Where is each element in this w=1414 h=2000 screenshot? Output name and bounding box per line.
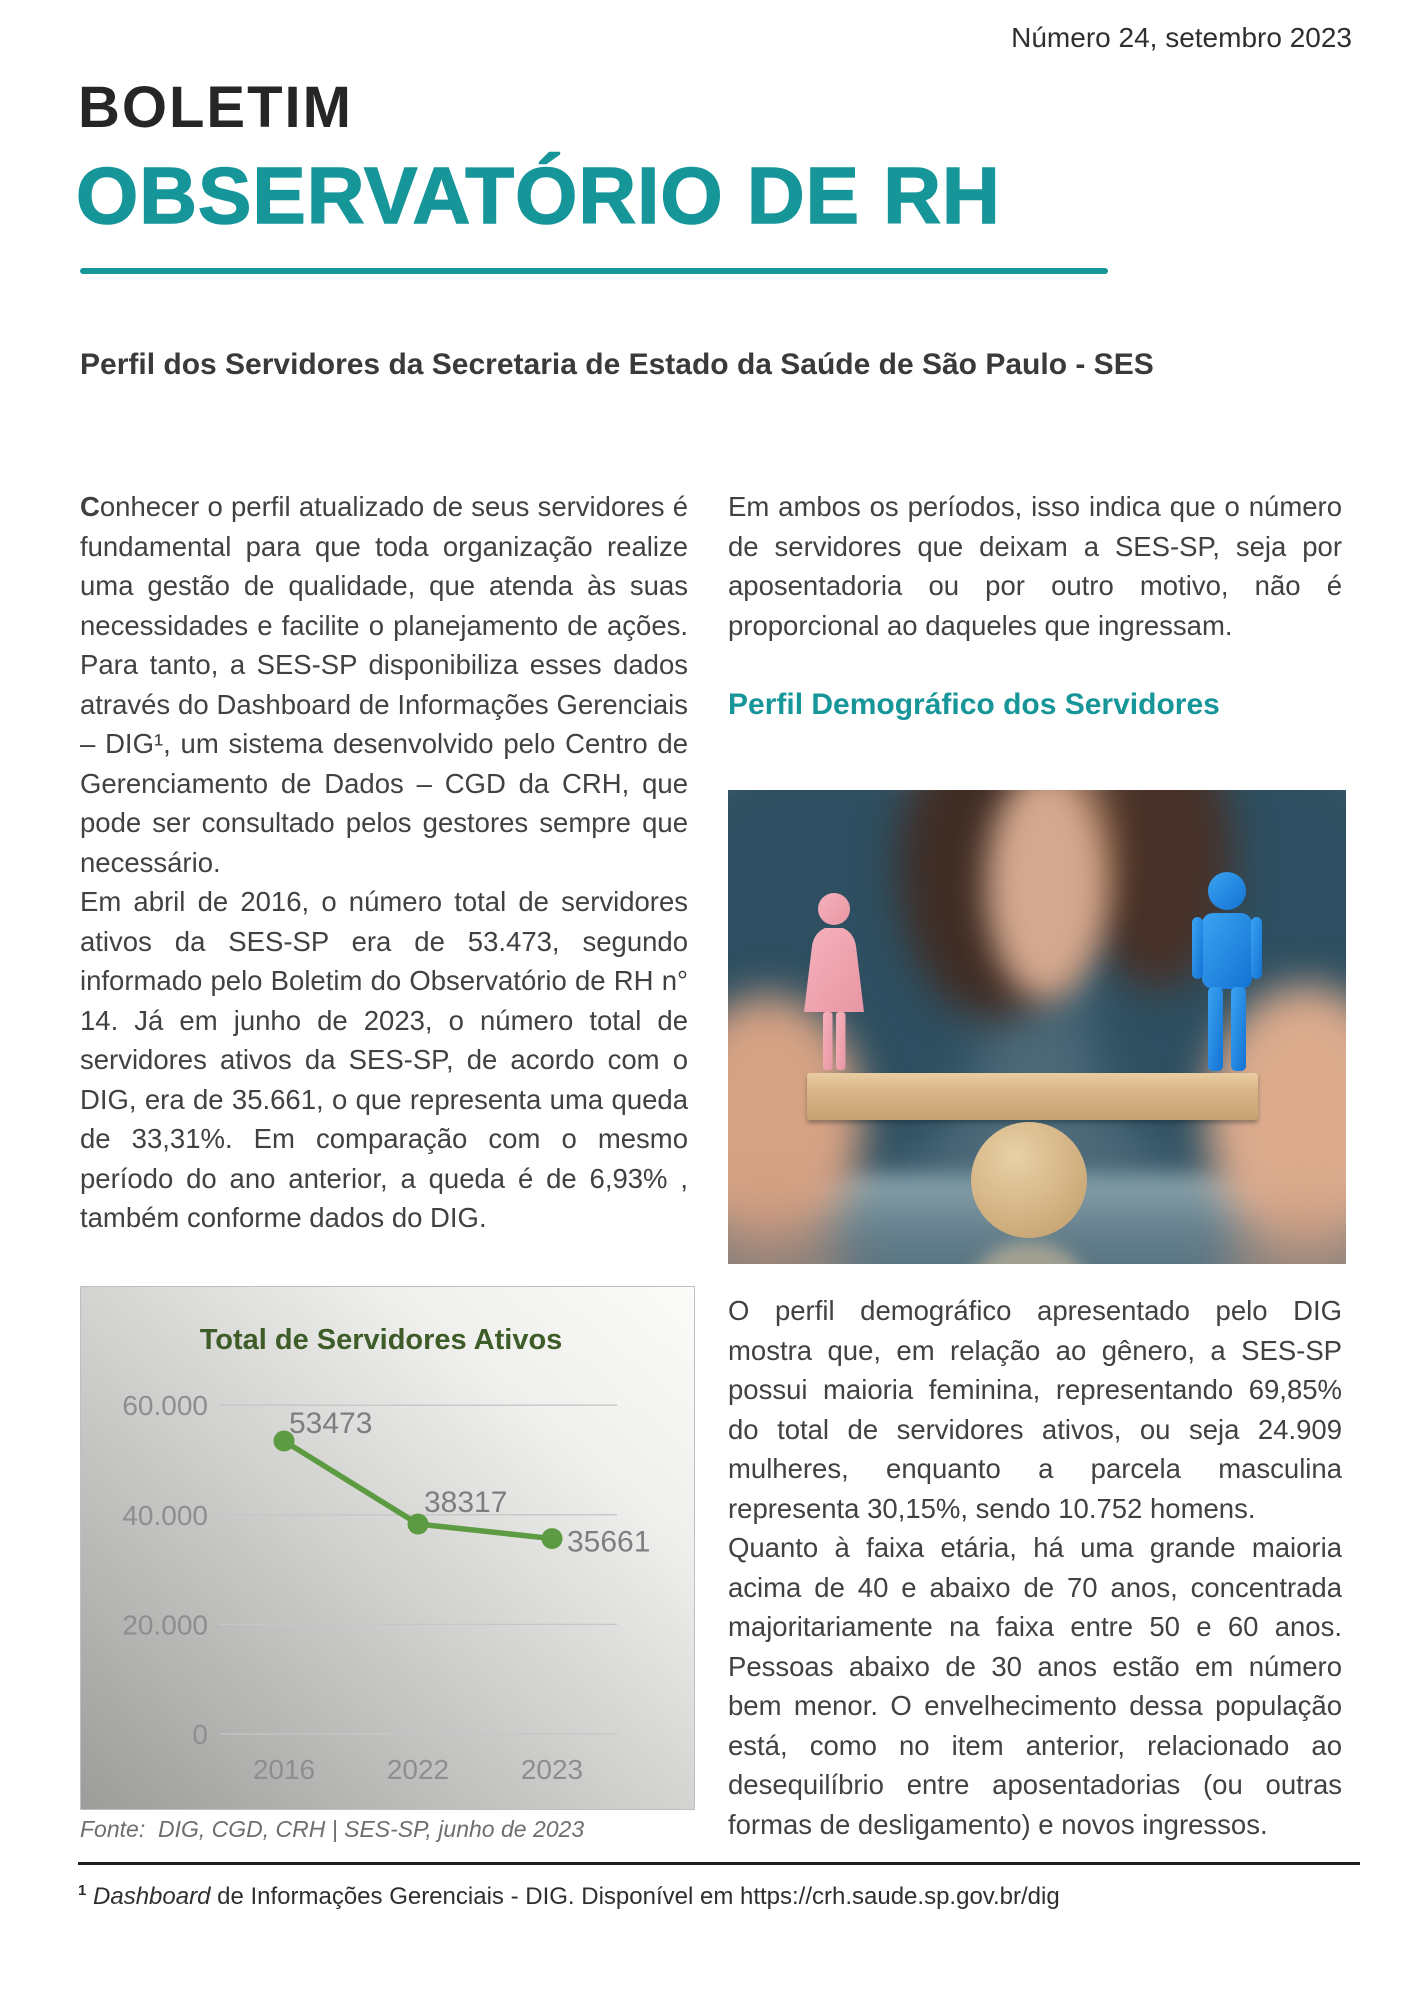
y-tick-label: 40.000 bbox=[122, 1499, 208, 1531]
footnote-text: de Informações Gerenciais - DIG. Disponível em https://crh.saude.sp.gov.br/dig bbox=[210, 1883, 1060, 1910]
issue-date: Número 24, setembro 2023 bbox=[1011, 22, 1352, 53]
bulletin-title-main: OBSERVATÓRIO DE RH bbox=[76, 151, 1001, 240]
data-label: 35661 bbox=[567, 1525, 651, 1559]
article-headline: Perfil dos Servidores da Secretaria de Estado da Saúde de São Paulo - SES bbox=[80, 348, 1154, 381]
title-underline bbox=[80, 268, 1108, 274]
paragraph-5: Quanto à faixa etária, há uma grande maioria acima de 40 e abaixo de 70 anos, concentrada majoritariamente na faixa entre 50 e 60 anos. Pessoas abaixo de 30 anos estão em número bem menor. O envelhecimento dessa população está, como no item anterior, relacionado ao desequilíbrio entre aposentadorias (ou outras formas de desligamento) e novos ingressos. bbox=[728, 1532, 1342, 1840]
bulletin-title-top: BOLETIM bbox=[78, 75, 353, 140]
male-figure-icon bbox=[1187, 871, 1267, 1073]
paragraph-1 bbox=[80, 487, 688, 882]
gender-balance-photo bbox=[728, 790, 1346, 1264]
line-chart bbox=[81, 1287, 694, 1809]
footnote-italic: Dashboard bbox=[93, 1883, 211, 1910]
data-point bbox=[542, 1528, 563, 1549]
paragraph-2: Em abril de 2016, o número total de servidores ativos da SES-SP era de 53.473, segundo informado pelo Boletim do Observatório de RH n° 14. Já em junho de 2023, o número total de servidores ativos da SES-SP, de acordo com o DIG, era de 35.661, o que representa uma queda de 33,31%. Em comparação com o mesmo período do ano anterior, a queda é de 6,93% , também conforme dados do DIG. bbox=[80, 886, 688, 1233]
left-column bbox=[80, 487, 688, 1238]
paragraph-4: O perfil demográfico apresentado pelo DIG mostra que, em relação ao gênero, a SES-SP possui maioria feminina, representando 69,85% do total de servidores ativos, ou seja 24.909 mulheres, enquanto a parcela masculina representa 30,15%, sendo 10.752 homens. bbox=[728, 1295, 1342, 1524]
data-label: 53473 bbox=[289, 1406, 373, 1440]
data-label: 38317 bbox=[424, 1486, 508, 1520]
servidores-ativos-chart bbox=[80, 1286, 695, 1810]
y-tick-label: 0 bbox=[192, 1719, 208, 1750]
dropcap: C bbox=[80, 491, 100, 522]
section-heading: Perfil Demográfico dos Servidores bbox=[728, 688, 1220, 721]
chart-title: Total de Servidores Ativos bbox=[199, 1324, 563, 1356]
seesaw-fulcrum-disc bbox=[971, 1122, 1087, 1238]
y-tick-label: 20.000 bbox=[122, 1609, 208, 1641]
x-tick-label: 2022 bbox=[386, 1754, 450, 1785]
x-tick-label: 2023 bbox=[520, 1754, 584, 1785]
right-column-bottom bbox=[728, 1291, 1342, 1844]
footer-divider bbox=[78, 1862, 1360, 1865]
footnote-marker: 1 bbox=[78, 1882, 87, 1899]
footnote bbox=[78, 1882, 1060, 1911]
paragraph-3: Em ambos os períodos, isso indica que o número de servidores que deixam a SES-SP, seja por aposentadoria ou por outro motivo, não é proporcional ao daqueles que ingressam. bbox=[728, 491, 1342, 641]
y-tick-label: 60.000 bbox=[122, 1390, 208, 1422]
paragraph-1-text: onhecer o perfil atualizado de seus servidores é fundamental para que toda organização realize uma gestão de qualidade, que atenda às suas necessidades e facilite o planejamento de ações. Para tanto, a SES-SP disponibiliza esses dados através do Dashboard de Informações Gerenciais – DIG¹, um sistema desenvolvido pelo Centro de Gerenciamento de Dados – CGD da CRH, que pode ser consultado pelos gestores sempre que necessário. bbox=[80, 491, 688, 878]
female-figure-icon bbox=[800, 892, 868, 1073]
chart-source: Fonte: DIG, CGD, CRH | SES-SP, junho de 2023 bbox=[80, 1816, 585, 1842]
x-tick-label: 2016 bbox=[252, 1754, 316, 1785]
right-column-top bbox=[728, 487, 1342, 645]
seesaw-plank bbox=[807, 1073, 1258, 1120]
